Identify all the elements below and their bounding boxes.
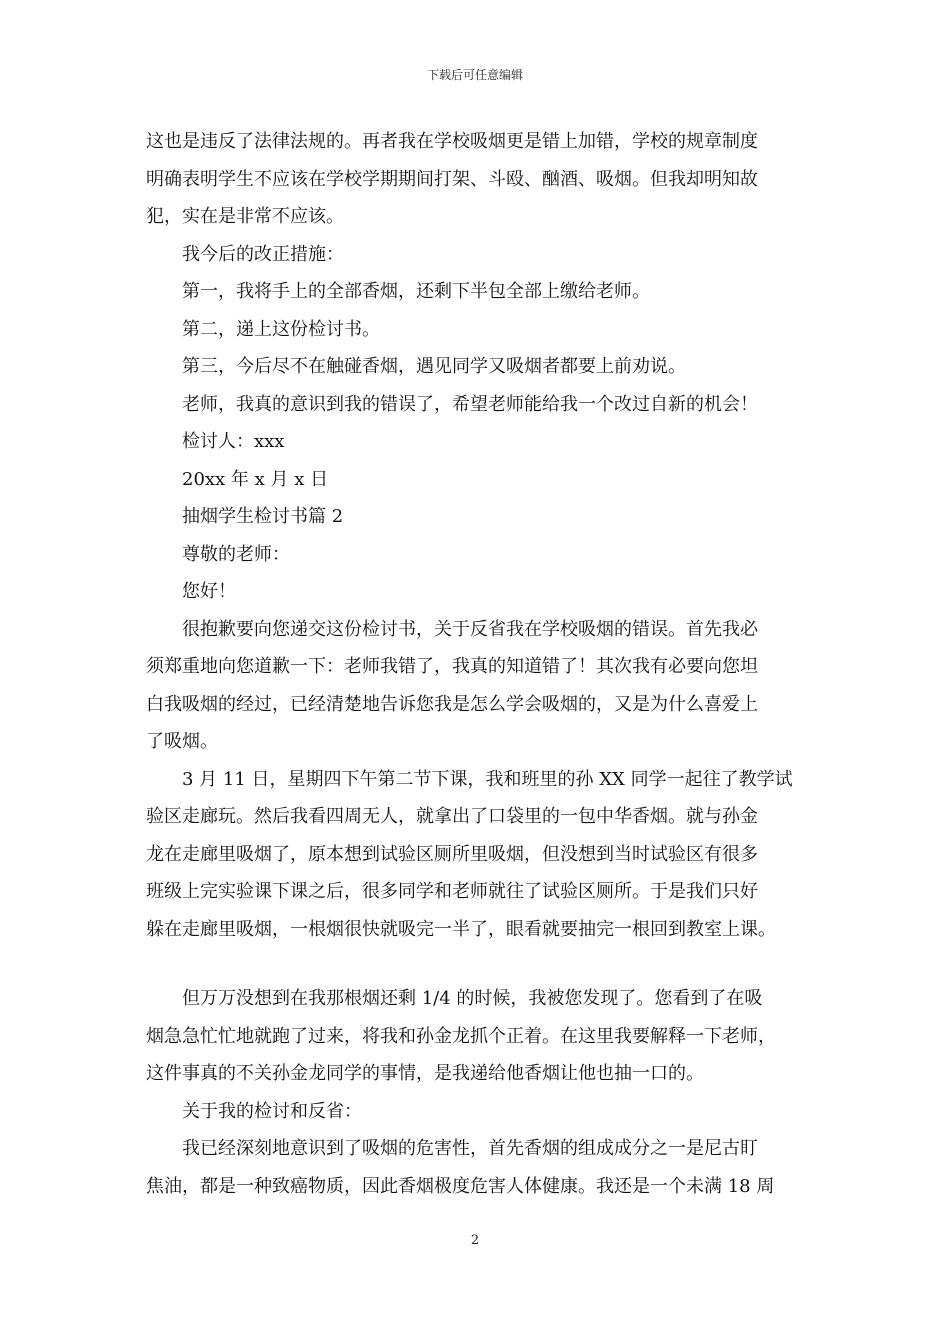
text-line: 龙在走廊里吸烟了，原本想到试验区厕所里吸烟，但没想到当时试验区有很多 [146,843,758,865]
text-line: 很抱歉要向您递交这份检讨书，关于反省我在学校吸烟的错误。首先我必 [182,618,758,640]
text-line: 抽烟学生检讨书篇 2 [182,506,344,527]
text-line: 焦油，都是一种致癌物质，因此香烟极度危害人体健康。我还是一个未满 18 周 [146,1175,775,1197]
text-line: 躲在走廊里吸烟，一根烟很快就吸完一半了，眼看就要抽完一根回到教室上课。 [146,918,776,940]
text-line: 但万万没想到在我那根烟还剩 1/4 的时候，我被您发现了。您看到了在吸 [182,988,763,1009]
text-line: 这也是违反了法律法规的。再者我在学校吸烟更是错上加错，学校的规章制度 [146,131,758,152]
text-line: 须郑重地向您道歉一下：老师我错了，我真的知道错了！其次我有必要向您坦 [146,656,758,677]
page-header: 下载后可任意编辑 [426,68,523,82]
document-body [146,123,826,1205]
text-line: 您好！ [182,581,236,602]
text-line: 关于我的检讨和反省： [182,1100,362,1122]
paragraph-gap [146,948,826,980]
text-line: 班级上完实验课下课之后，很多同学和老师就往了试验区厕所。于是我们只好 [146,881,758,902]
page-number: 2 [470,1233,480,1248]
text-line: 了吸烟。 [146,731,218,752]
text-line: 犯，实在是非常不应该。 [146,206,344,227]
text-line: 第三，今后尽不在触碰香烟，遇见同学又吸烟者都要上前劝说。 [182,356,686,377]
text-line: 验区走廊玩。然后我看四周无人，就拿出了口袋里的一包中华香烟。就与孙金 [146,806,758,827]
text-line: 20xx 年 x 月 x 日 [182,468,329,490]
text-line: 老师，我真的意识到我的错误了，希望老师能给我一个改过自新的机会！ [182,393,758,415]
text-line: 检讨人：xxx [182,431,285,452]
text-line: 3 月 11 日，星期四下午第二节下课，我和班里的孙 XX 同学一起往了教学试 [182,768,793,790]
text-line: 这件事真的不关孙金龙同学的事情，是我递给他香烟让他也抽一口的。 [146,1063,704,1084]
text-line: 我已经深刻地意识到了吸烟的危害性，首先香烟的组成成分之一是尼古盯 [182,1138,758,1159]
text-line: 尊敬的老师： [182,543,290,565]
text-line: 第一，我将手上的全部香烟，还剩下半包全部上缴给老师。 [182,281,650,302]
text-line: 第二，递上这份检讨书。 [182,318,380,340]
text-line: 明确表明学生不应该在学校学期期间打架、斗殴、酗酒、吸烟。但我却明知故 [146,168,758,190]
text-line: 烟急急忙忙地就跑了过来，将我和孙金龙抓个正着。在这里我要解释一下老师， [146,1025,776,1047]
text-line: 白我吸烟的经过，已经清楚地告诉您我是怎么学会吸烟的，又是为什么喜爱上 [146,693,758,715]
text-line: 我今后的改正措施： [182,243,344,265]
